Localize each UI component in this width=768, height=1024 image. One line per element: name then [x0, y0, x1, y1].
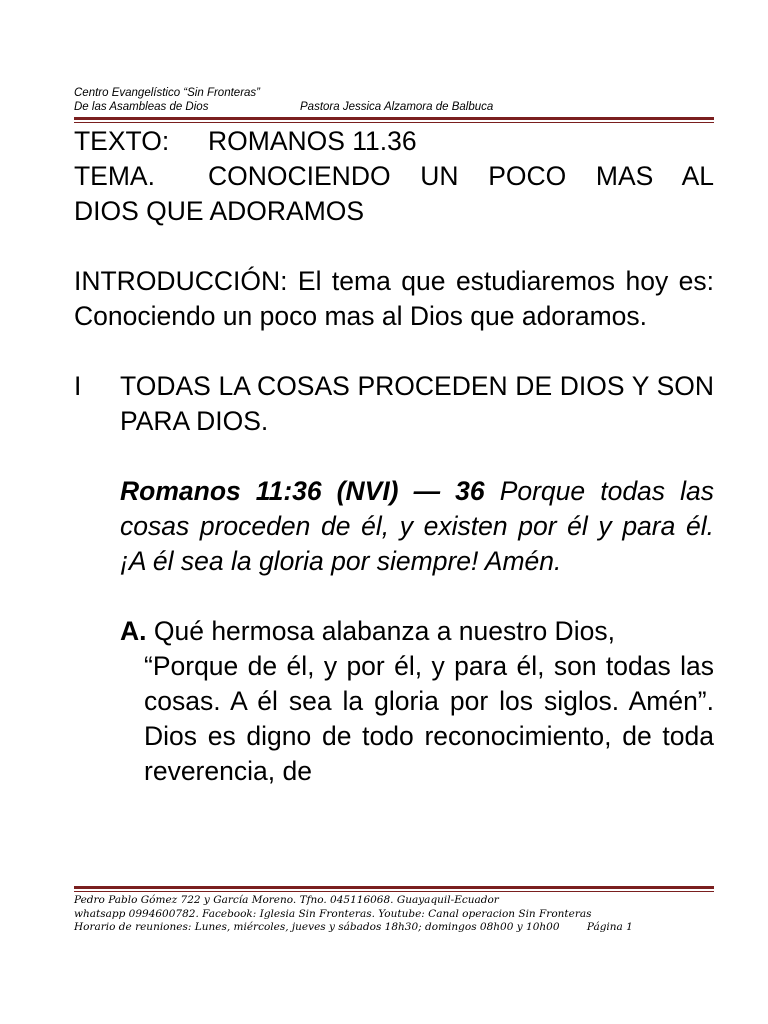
section-heading	[74, 369, 714, 439]
tema-label: TEMA.	[74, 161, 155, 191]
texto-line	[74, 124, 714, 159]
point-a-first-text: Qué hermosa alabanza a nuestro Dios,	[146, 616, 615, 646]
verse-text: Porque todas las cosas proceden de él, y existen por él y para él. ¡A él sea la gloria por siempre! Amén.	[120, 476, 714, 576]
tema-line	[74, 159, 714, 194]
verse-reference: Romanos 11:36 (NVI) — 36	[120, 476, 485, 506]
section-number: I	[74, 371, 82, 401]
footer-schedule: Horario de reuniones: Lunes, miércoles, jueves y sábados 18h30; domingos 08h00 y 10h00	[74, 921, 560, 933]
footer-divider	[74, 886, 714, 892]
header-divider	[74, 117, 714, 123]
footer-schedule-line	[74, 921, 714, 935]
introduction-paragraph: INTRODUCCIÓN: El tema que estudiaremos hoy es: Conociendo un poco mas al Dios que adoramos.	[74, 266, 714, 331]
header-church-name: Centro Evangelístico “Sin Fronteras”	[74, 87, 260, 99]
tema-value-continued: DIOS QUE ADORAMOS	[74, 196, 365, 226]
texto-label: TEXTO:	[74, 126, 170, 156]
texto-value: ROMANOS 11.36	[208, 126, 417, 156]
page-footer	[74, 894, 714, 935]
header-pastor: Pastora Jessica Alzamora de Balbuca	[300, 101, 494, 113]
point-a-label: A.	[120, 616, 147, 646]
tema-value: CONOCIENDO UN POCO MAS AL	[208, 161, 714, 191]
page-header	[74, 86, 714, 114]
header-denomination: De las Asambleas de Dios	[74, 101, 209, 113]
footer-address: Pedro Pablo Gómez 722 y García Moreno. Tfno. 045116068. Guayaquil-Ecuador	[74, 894, 499, 906]
page-number: Página 1	[586, 921, 633, 933]
document-body	[74, 124, 714, 789]
point-a-text: “Porque de él, y por él, y para él, son todas las cosas. A él sea la gloria por los siglos. Amén”. Dios es digno de todo reconocimiento, de toda reverencia, de	[144, 651, 714, 786]
footer-contacts: whatsapp 0994600782. Facebook: Iglesia Sin Fronteras. Youtube: Canal operacion Sin Fronteras	[74, 907, 592, 920]
verse-quote	[120, 474, 714, 579]
header-line-2	[74, 100, 714, 114]
section-title: TODAS LA COSAS PROCEDEN DE DIOS Y SON PARA DIOS.	[120, 371, 714, 436]
point-a-first-line	[120, 614, 714, 649]
point-a	[120, 614, 714, 789]
